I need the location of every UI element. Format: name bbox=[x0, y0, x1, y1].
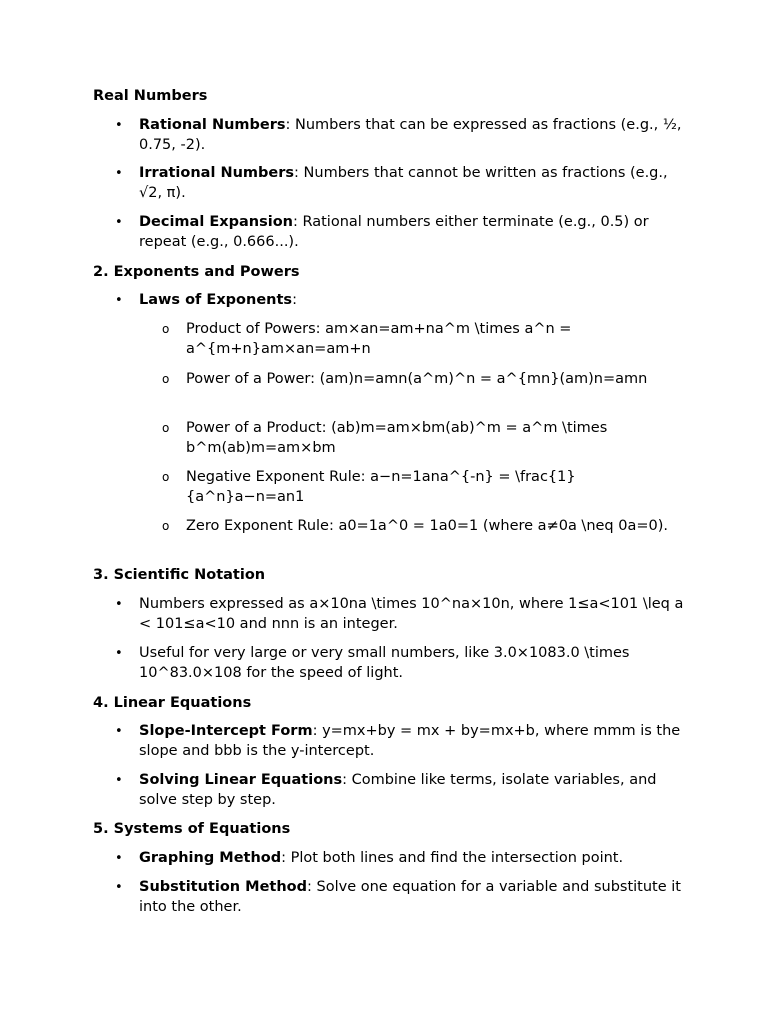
sub-item-product-of-powers bbox=[162, 320, 676, 359]
section-heading-systems: 5. Systems of Equations bbox=[93, 821, 291, 837]
item-text: : bbox=[292, 292, 297, 308]
bullet-icon: • bbox=[115, 724, 123, 739]
sub-bullet-icon: o bbox=[162, 519, 170, 533]
section-heading-exponents: 2. Exponents and Powers bbox=[93, 264, 300, 280]
section-heading-scientific-notation: 3. Scientific Notation bbox=[93, 567, 266, 583]
list-item-irrational-numbers bbox=[115, 164, 684, 203]
item-lead: Irrational Numbers bbox=[139, 165, 295, 181]
item-lead: Solving Linear Equations bbox=[139, 772, 343, 788]
list-item-solving-linear bbox=[115, 771, 684, 810]
item-lead: Rational Numbers bbox=[139, 117, 286, 133]
sub-item-zero-exponent bbox=[162, 517, 676, 537]
bullet-icon: • bbox=[115, 880, 123, 895]
sub-item-text: Zero Exponent Rule: a0=1a^0 = 1a0=1 (where a≠0a \neq 0a=0). bbox=[186, 518, 668, 534]
list-item-numbers-expressed bbox=[115, 595, 684, 634]
item-text: Numbers expressed as a×10na \times 10^na×10n, where 1≤a<101 \leq a < 101≤a<10 and nnn is an integer. bbox=[139, 596, 684, 632]
list-item-slope-intercept bbox=[115, 722, 684, 761]
list-item-decimal-expansion bbox=[115, 213, 684, 252]
item-lead: Graphing Method bbox=[139, 850, 282, 866]
sub-item-negative-exponent bbox=[162, 468, 676, 507]
section-heading-linear-equations: 4. Linear Equations bbox=[93, 695, 252, 711]
item-text: : Numbers that can be expressed as fractions (e.g., ½, 0.75, -2). bbox=[139, 117, 682, 153]
sub-bullet-icon: o bbox=[162, 470, 170, 484]
item-text: : Plot both lines and find the intersection point. bbox=[281, 850, 624, 866]
sub-item-text: Power of a Power: (am)n=amn(a^m)^n = a^{mn}(am)n=amn bbox=[186, 371, 648, 387]
section-heading-real-numbers: Real Numbers bbox=[93, 88, 208, 104]
bullet-icon: • bbox=[115, 646, 123, 661]
list-item-useful-for bbox=[115, 644, 684, 683]
sub-item-power-of-power bbox=[162, 370, 676, 390]
list-item-laws-of-exponents bbox=[115, 291, 684, 311]
item-text: : Rational numbers either terminate (e.g., 0.5) or repeat (e.g., 0.666...). bbox=[139, 214, 649, 250]
sub-item-power-of-product bbox=[162, 419, 676, 458]
list-item-graphing-method bbox=[115, 849, 684, 869]
sub-bullet-icon: o bbox=[162, 421, 170, 435]
sub-item-text: Power of a Product: (ab)m=am×bm(ab)^m = a^m \times b^m(ab)m=am×bm bbox=[186, 420, 608, 456]
bullet-icon: • bbox=[115, 851, 123, 866]
bullet-icon: • bbox=[115, 597, 123, 612]
item-text: : Numbers that cannot be written as fractions (e.g., √2, π). bbox=[139, 165, 668, 201]
item-lead: Substitution Method bbox=[139, 879, 308, 895]
item-text: : y=mx+by = mx + by=mx+b, where mmm is the slope and bbb is the y-intercept. bbox=[139, 723, 681, 759]
item-text: Useful for very large or very small numbers, like 3.0×1083.0 \times 10^83.0×108 for the speed of light. bbox=[139, 645, 630, 681]
bullet-icon: • bbox=[115, 293, 123, 308]
sub-bullet-icon: o bbox=[162, 372, 170, 386]
sub-bullet-icon: o bbox=[162, 322, 170, 336]
sub-item-text: Negative Exponent Rule: a−n=1ana^{-n} = \frac{1}{a^n}a−n=an1 bbox=[186, 469, 576, 505]
list-item-substitution-method bbox=[115, 878, 684, 917]
bullet-icon: • bbox=[115, 773, 123, 788]
item-lead: Laws of Exponents bbox=[139, 292, 293, 308]
bullet-icon: • bbox=[115, 118, 123, 133]
item-text: : Solve one equation for a variable and substitute it into the other. bbox=[139, 879, 681, 915]
item-text: : Combine like terms, isolate variables, and solve step by step. bbox=[139, 772, 657, 808]
item-lead: Decimal Expansion bbox=[139, 214, 293, 230]
sub-item-text: Product of Powers: am×an=am+na^m \times a^n = a^{m+n}am×an=am+n bbox=[186, 321, 572, 357]
bullet-icon: • bbox=[115, 215, 123, 230]
bullet-icon: • bbox=[115, 166, 123, 181]
item-lead: Slope-Intercept Form bbox=[139, 723, 313, 739]
list-item-rational-numbers bbox=[115, 116, 684, 155]
